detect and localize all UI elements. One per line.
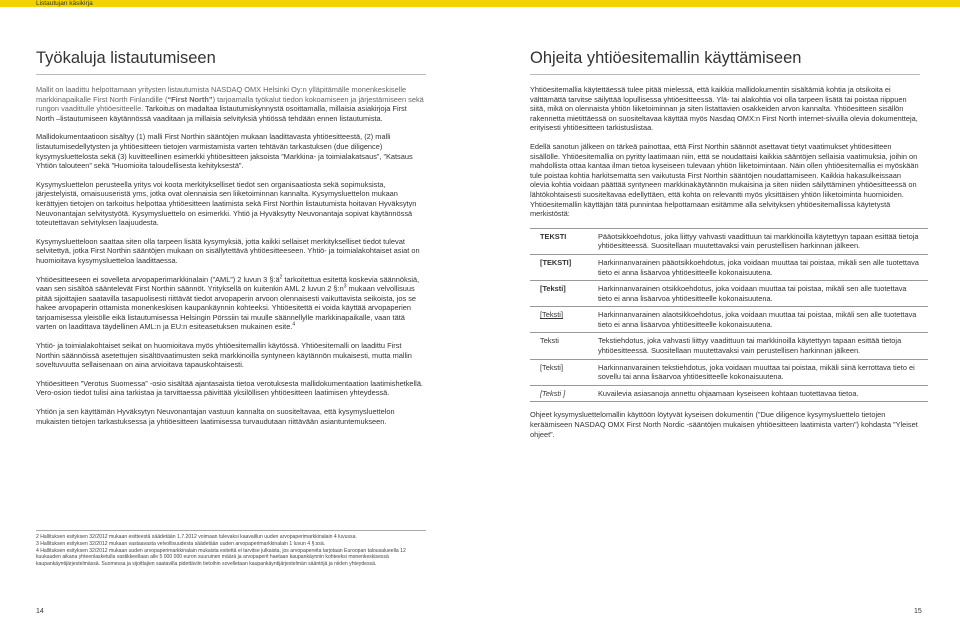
notation-row (530, 228, 928, 254)
left-paragraph-8: Yhtiön ja sen käyttämän Hyväksytyn Neuvonantajan vastuun kannalta on suositeltavaa, että kysymysluettelon mukaisten tietojen tarkastuksessa ja yhtiöesitteen laatimisessa turvaudutaan riittävään asiantuntemukseen. (36, 407, 395, 426)
footnote-ref-3: 3 (343, 283, 347, 290)
notation-table (530, 228, 928, 403)
right-title-rule (530, 74, 920, 75)
intro-tail: Tarkoitus on madaltaa listautumiskynnystä osoittamalla, millaisia asiakirjoja First North –listautumiseen käytännössä vaaditaan ja millaisia selvityksiä yhtiössä tehdään ennen listautumista. (36, 104, 407, 123)
right-paragraph-1: Yhtiöesitemallia käytettäessä tulee pitää mielessä, että kaikkia mallidokumentin sisältämiä kohtia ja otsikoita ei välttämättä tarvitse säilyttää lopullisessa yhtiöesitteessä. Ylä- tai alakohtia voi olla tarpeen lisätä tai poistaa riippuen siitä, mikä on olennaista yhtiön liiketoiminnan ja siten listattavien osakkeiden arvon kannalta. Yhtiöesitteen sisällön rakennetta mietittäessä on suositeltavaa käyttää myös Nasdaq OMX:n First North internet-sivuilla olevia dokumentteja, erityisesti yhtiöesitteen tarkistuslistaa. (530, 85, 918, 133)
notation-row (530, 254, 928, 280)
right-paragraph-3: Ohjeet kysymysluettelomallin käyttöön löytyvät kyseisen dokumentin (”Due diligence kysymysluettelo tietojen keräämiseen NASDAQ OMX First North Nordic -sääntöjen mukaisen yhtiöesitteen laatimista varten”) kohdasta ”Yleiset ohjeet”. (530, 410, 918, 439)
footnote-ref-4: 4 (292, 322, 296, 328)
left-column (36, 48, 426, 435)
notation-symbol: [Teksti] (530, 359, 598, 385)
p5-part-a: Yhtiöesitteeseen ei sovelleta arvopaperimarkkinalain (”AML”) 2 luvun 3 §:ä (36, 274, 280, 284)
p5-part-c: mukaan velvollisuus pitää sijoittajien saatavilla tasapuolisesti riittävät tiedot arvopaperin arvoon olennaisesti vaikuttavista seikoista, jos se hakee arvopaperin ottamista monenkeskisen kaupankäynnin kohteeksi. Yhtiöesitettä ei voida käyttää arvopaperien tarjoamisessa yleisölle eikä listautumisessa Helsingin Pörssiin tai muulle säännellylle markkinapaikalle, vaan tätä varten on laadittava täydellinen AML:n ja EU:n esiteasetuksen mukainen esite. (36, 284, 417, 332)
intro-quote: “First North” (167, 94, 213, 104)
right-title: Ohjeita yhtiöesitemallin käyttämiseen (530, 49, 802, 67)
header-tab-label: Listautujan käsikirja (36, 0, 93, 7)
notation-description: Kuvailevia asiasanoja annettu ohjaamaan kyseiseen kohtaan tuotettavaa tietoa. (598, 385, 928, 402)
notation-symbol: Teksti (530, 333, 598, 359)
notation-row (530, 385, 928, 402)
notation-row (530, 281, 928, 307)
notation-symbol: [Teksti] (530, 281, 598, 307)
right-column (530, 48, 920, 448)
page-number-left: 14 (36, 608, 44, 615)
notation-symbol: [TEKSTI] (530, 254, 598, 280)
footnote-3: 3 Hallituksen esityksen 32/2012 mukaan vastaavasta velvollisuudesta säädetään uuden arvopaperimarkkinalain 1 luvun 4 §:ssä. (36, 540, 326, 547)
intro-lead: Mallit on laadittu helpottamaan yritysten listautumista NASDAQ OMX Helsinki Oy:n ylläpitämälle monenkeskiselle markkinapaikalle First North Finlandille ( (36, 85, 407, 104)
left-paragraph-2: Mallidokumentaatioon sisältyy (1) malli First Northin sääntöjen mukaan laadittavasta yhtiöesitteestä, (2) malli listautumisedellytysten ja yhtiöesitteen tietojen varmistamista varten tehtävän tarkastuksen (due diligence) kysymysluettelosta sekä (3) kuvitteellinen esimerkki yhtiöesitteen jaksoista ”Markkina- ja toimialakatsaus”, ”Katsaus Yhtiön talouteen” sekä ”Huomioita taloudellisesta kehityksestä”. (36, 132, 413, 171)
left-title-rule (36, 74, 426, 75)
left-intro-paragraph (36, 85, 426, 123)
header-bar (0, 0, 960, 7)
right-paragraph-2: Edellä sanotun jälkeen on tärkeä painottaa, että First Northin säännöt asettavat tietyt vaatimukset yhtiöesitteen sisällölle. Yhtiöesitemallia on pyritty laatimaan niin, että se noudattaisi kaikkia sääntöjen sellaisia vaatimuksia, joihin on mahdollista ottaa kantaa ilman tietoa kyseiseen tulevaan yhtiön liiketoimintaan. Näin ollen yhtiöesitemallia ei myöskään tule poistaa kohtia harkitsematta sen vaikutusta First Northin sääntöjen noudattamiseen. Kaikkia hakasulkeissaan olevia kohtia voidaan päättää syntyneen markkinakäytännön mukaisina ja siten niiden säilyttäminen yhtiöesitteessä on lähtökohtaisesti suositeltavaa edellyttäen, että kohta on relevantti myös yksittäisen yhtiön liiketoiminta huomioiden. Yhtiöesitemallin käyttäjän tätä punnintaa helpottamaan esitämme alla selvityksen yhtiöesitemallissa käytetystä merkistöstä: (530, 141, 919, 219)
notation-description: Harkinnanvarainen otsikkoehdotus, joka voidaan muuttaa tai poistaa, mikäli sen alle tuotettava tieto ei anna lisäarvoa yhtiöesitteelle kokonaisuutena. (598, 281, 928, 307)
left-paragraph-4: Kysymysluetteloon saattaa siten olla tarpeen lisätä kysymyksiä, jotta kaikki sellaiset merkitykselliset tiedot tulevat selvitettyä, jotka First Northin sääntöjen mukaan on sisällytettävä yhtiöesitteeseen. Yhtiö- ja toimialakohtaiset asiat on huomioitava kysymysluetteloa laadittaessa. (36, 236, 420, 265)
left-title: Työkaluja listautumiseen (36, 49, 216, 67)
notation-row (530, 307, 928, 333)
notation-row (530, 359, 928, 385)
notation-symbol: [Teksti ] (530, 385, 598, 402)
footnote-2: 2 Hallituksen esityksen 32/2012 mukaan esitteestä säädetään 1.7.2012 voimaan tulevaksi kaavaillun uuden arvopaperimarkkinalain 4 luvussa. (36, 534, 357, 540)
left-paragraph-6: Yhtiö- ja toimialakohtaiset seikat on huomioitava myös yhtiöesitemallin käytössä. Yhtiöesitemalli on laadittu First Northin säännöissä asetettujen sisältövaatimusten sekä markkinoilla syntyneen käytännön mukaisesti, mutta mallin soveltuvuutta sellaisenaan on aina arvioitava tapauskohtaisesti. (36, 341, 412, 370)
footnote-4: 4 Hallituksen esityksen 32/2012 mukaan uuden arvopaperimarkkinalain mukaista esitettä ei tarvitse julkaista, jos arvopapereita tarjotaan Euroopan talousalueella 12 kuukauden aikana yhteenlasketulla vastikkeellaan alle 5 000 000 euron suuruinen määrä ja arvopaperit haetaan kaupankäynnin kohteeksi monenkeskisessä kaupankäyntijärjestelmässä. Suomessa ja sijoittajien saatavilla pidettäviin tietoihin sovelletaan kaupankäyntijärjestelmän sääntöjä ja niiden yhteydessä. (36, 547, 406, 568)
notation-description: Harkinnanvarainen alaotsikkoehdotus, joka voidaan muuttaa tai poistaa, mikäli sen alle tuotettava tieto ei anna lisäarvoa yhtiöesitteelle kokonaisuutena. (598, 307, 928, 333)
intro-mid: ) tarjoamalla työkalut tiedon kokoamiseen ja järjestämiseen sekä rungon vaadittulle yhtiöesitteelle. (36, 94, 424, 114)
notation-description: Harkinnanvarainen tekstiehdotus, joka voidaan muuttaa tai poistaa, mikäli siinä kerrottava tieto ei sovellu tai anna lisäarvoa yhtiöesitteelle kokonaisuutena. (598, 359, 928, 385)
notation-row (530, 333, 928, 359)
page-number-right: 15 (914, 608, 922, 615)
left-paragraph-5 (36, 275, 426, 333)
left-paragraph-7: Yhtiöesitteen ”Verotus Suomessa” -osio sisältää ajantasaista tietoa verotuksesta mallidokumentaation laatimishetkellä. Vero-osion tiedot tulisi aina tarkistaa ja tarvittaessa päivittää yksilöllisen yhtiöesitteen laatimisen yhteydessä. (36, 378, 423, 398)
p5-part-b: tarkoitettua esitettä koskevia säännöksiä, vaan sen sisältöä sääntelevät First Northin säännöt. Yrityksellä on kuitenkin AML 2 luvun 2 §:n (36, 274, 420, 294)
notation-symbol: [Teksti] (530, 307, 598, 333)
notation-description: Harkinnanvarainen pääotsikkoehdotus, joka voidaan muuttaa tai poistaa, mikäli sen alle tuotettava tieto ei anna lisäarvoa yhtiöesitteelle kokonaisuutena. (598, 254, 928, 280)
notation-description: Tekstiehdotus, joka vahvasti liittyy vaadittuun tai markkinoilla käytettyyn tapaan esittää tietoja yhtiöesitteessä. Suositellaan muutettavaksi vain perustellisen harkinnan jälkeen. (598, 333, 928, 359)
footnote-ref-2: 2 (279, 274, 283, 281)
left-paragraph-3: Kysymysluettelon perusteella yritys voi koota merkitykselliset tiedot sen organisaatiosta sekä sopimuksista, järjestelyistä, omaisuuseristä yms, jotka ovat olennaisia sen liiketoiminnan kannalta. Kysymysluettelon mukaan kerättyjen tietojen on tarkoitus helpottaa yhtiöesitteen laatimista sekä First Northin listautumista hoitavan Hyväksytyn Neuvonantajan selvitystyötä. Kysymysluettelo on esimerkki. Yhtiö ja Hyväksytty Neuvonantaja sopivat käytännössä toteutettavan selvityksen laajuudesta. (36, 179, 417, 228)
footnotes (36, 530, 426, 568)
footnote-rule (36, 530, 426, 531)
notation-description: Pääotsikkoehdotus, joka liittyy vahvasti vaadittuun tai markkinoilla käytettyyn tapaan esittää tietoja yhtiöesitteessä. Suositellaan muutettavaksi vain perustellisen harkinnan jälkeen. (598, 228, 928, 254)
notation-symbol: TEKSTI (530, 228, 598, 254)
